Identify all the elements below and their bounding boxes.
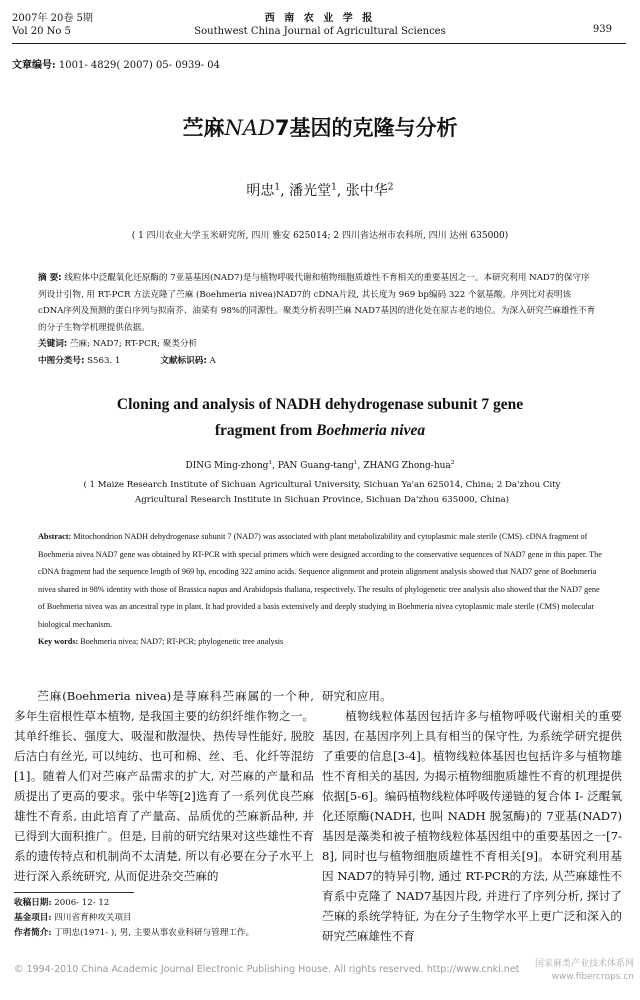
header-vol-no: Vol 20 No 5 [12,26,71,37]
author-3-affil: 2 [387,182,394,193]
doc-code-value: A [206,355,216,366]
title-en-line2-pre: fragment from [214,422,317,439]
title-en-line2 [0,418,640,444]
header-rule [12,43,626,44]
footnotes [14,896,314,941]
author-bio-label: 作者简介: [14,928,52,938]
author-en-1: DING Ming-zhong [185,461,269,471]
abstract-en [38,528,604,651]
author-3: , 张中华 [336,183,388,199]
title-cn-pre: 苎麻 [182,116,225,140]
keywords-en-label: Key words: [38,637,79,646]
header-year-volume: 2007年 20卷 5期 [12,13,93,24]
watermark-line2: www.fibercrops.cn [551,972,634,982]
abstract-cn-label: 摘 要: [38,273,62,283]
body-left-column [14,686,314,886]
clc-value: S563. 1 [84,355,121,366]
clc-label: 中图分类号: [38,355,85,366]
author-1-affil: 1 [274,182,281,193]
page-number: 939 [592,24,612,35]
title-cn-post: 7基因的克隆与分析 [274,116,458,140]
abstract-cn [38,270,598,369]
fund-project [14,911,314,926]
body-right-continuation: 研究和应用。 [322,689,392,703]
article-number-label: 文章编号: [12,60,56,71]
received-value: 2006- 12- 12 [51,898,110,908]
author-en-2-affil: 1 [353,460,358,466]
watermark [535,958,634,984]
article-number [12,56,220,71]
keywords-cn-label: 关键词: [38,339,68,349]
author-en-3: , ZHANG Zhong-hua [357,461,451,471]
keywords-cn [38,336,598,353]
author-2-affil: 1 [331,182,337,193]
affiliation-cn: ( 1 四川农业大学玉米研究所, 四川 雅安 625014; 2 四川省达州市农科所, 四川 达州 635000) [131,231,509,241]
keywords-en-text: Boehmeria nivea; NAD7; RT-PCR; phylogenetic tree analysis [78,637,284,646]
keywords-cn-text: 苎麻; NAD7; RT-PCR; 聚类分析 [67,339,198,349]
abstract-en-body [38,528,604,633]
title-cn-gene: NAD [224,116,275,140]
abstract-en-text: Mitochondrion NADH dehydrogenase subunit 7 (NAD7) was associated with plant metabolizability and cytoplasmic male sterile (CMS). cDNA fragment of Boehmeria nivea NAD7 gene was obtained by RT-PCR with special primers which were designed according to the conservative sequences of NAD7 gene in this paper. The cDNA fragment had the sequence length of 969 bp, encoding 322 amino acids. Sequence alignment and protein alignment analysis showed that NAD7 gene of Boehmeria nivea shared in 98% identity with those of Brassica napus and Arabidopsis thaliana, respectively. The results of phylogenetic tree analysis also showed that the NAD7 gene of Boehmeria nivea was an ancestral type in plant. It had provided a basis extensively and deeply studying in Boehmeria nivea cytoplasmic male sterile (CMS) molecular biological mechanism. [38,532,602,629]
doc-code-label: 文献标识码: [160,355,207,366]
journal-name-cn: 西 南 农 业 学 报 [264,13,376,24]
fund-label: 基金项目: [14,913,52,923]
title-en [0,392,640,444]
footnote-rule [14,892,134,893]
classification [38,353,598,370]
article-number-value: 1001- 4829( 2007) 05- 0939- 04 [55,60,220,71]
author-bio [14,926,314,941]
header-center [0,12,640,38]
abstract-cn-text: 线粒体中泛醌氧化还原酶的 7亚基基因(NAD7)是与植物呼吸代谢和植物细胞质雄性不育相关的重要基因之一。本研究利用 NAD7的保守序列设计引物, 用 RT-PCR 方法克隆了苎麻 (Boehmeria nivea)NAD7的 cDNA片段, 其长度为 969 bp编码 322 个氨基酸。序列比对表明该 cDNA序列及预测的蛋白序列与拟南芥、油菜有 98%的同源性。聚类分析表明苎麻 NAD7基因的进化处在原古老的地位。为深入研究苎麻雄性不育的分子生物学机理提供依据。 [38,273,596,333]
author-2: , 潘光堂 [280,183,332,199]
author-en-2: , PAN Guang-tang [272,461,354,471]
copyright-line: © 1994-2010 China Academic Journal Electronic Publishing House. All rights reserved. http://www.cnki.net [14,964,520,975]
affiliation-en: ( 1 Maize Research Institute of Sichuan Agricultural University, Sichuan Ya'an 625014, China; 2 Da'zhou City Agricultural Research Institute in Sichuan Province, Sichuan Da'zhou 635000, China) [83,480,561,505]
keywords-en [38,633,604,651]
abstract-en-label: Abstract: [38,532,72,541]
authors-en [0,461,640,471]
body-right-column [322,686,622,946]
body-right-paragraph: 植物线粒体基因包括许多与植物呼吸代谢相关的重要基因, 在基因序列上具有相当的保守性, 为系统学研究提供了重要的信息[3-4]。植物线粒体基因也包括许多与植物雄性不育相关的基因, 为揭示植物细胞质雄性不育的机理提供依据[5-6]。编码植物线粒体呼吸传递链的复合体 I- 泛醌氧化还原酶(NADH, 也叫 NADH 脱氢酶)的 7亚基(NAD7)基因是藻类和被子植物线粒体基因组中的重要基因之一[7-8], 同时也与植物细胞质雄性不育相关[9]。本研究利用基因 NAD7的特异引物, 通过 RT-PCR的方法, 从苎麻雄性不育系中克隆了 NAD7基因片段, 并进行了序列分析, 探讨了苎麻的系统学特征, 为在分子生物学水平上更广泛和深入的研究苎麻雄性不育 [322,709,622,943]
author-en-3-affil: 2 [450,460,455,466]
received-date [14,896,314,911]
journal-name-en: Southwest China Journal of Agricultural Sciences [194,26,446,37]
title-en-species: Boehmeria nivea [316,422,426,439]
authors-cn [0,180,640,200]
author-1: 明忠 [246,183,275,199]
title-cn [0,112,640,142]
author-bio-value: 丁明忠(1971- ), 男, 主要从事农业科研与管理工作。 [51,928,255,938]
title-en-line1: Cloning and analysis of NADH dehydrogenase subunit 7 gene [116,396,524,413]
watermark-line1: 国家麻类产业技术体系网 [534,959,634,969]
body-left-paragraph: 苎麻(Boehmeria nivea)是荨麻科苎麻属的一个种, 多年生宿根性草本植物, 是我国主要的纺织纤维作物之一。其单纤维长、强度大、吸湿和散湿快、热传导性能好, 脱胶后洁白有丝光, 可以纯纺、也可和棉、丝、毛、化纤等混纺[1]。随着人们对苎麻产品需求的扩大, 对苎麻的产量和品质提出了更高的要求。张中华等[2]选育了一系列优良苎麻雄性不育系, 由此培育了产量高、品质优的苎麻新品种, 并已得到大面积推广。但是, 目前的研究结果对这些雄性不育系的遗传特点和机制尚不太清楚, 所以有必要在分子水平上进行深入系统研究, 从而促进杂交苎麻的 [14,689,314,883]
received-label: 收稿日期: [14,898,52,908]
abstract-cn-body [38,270,598,336]
author-en-1-affil: 1 [268,460,273,466]
fund-value: 四川省育种攻关项目 [51,913,132,923]
